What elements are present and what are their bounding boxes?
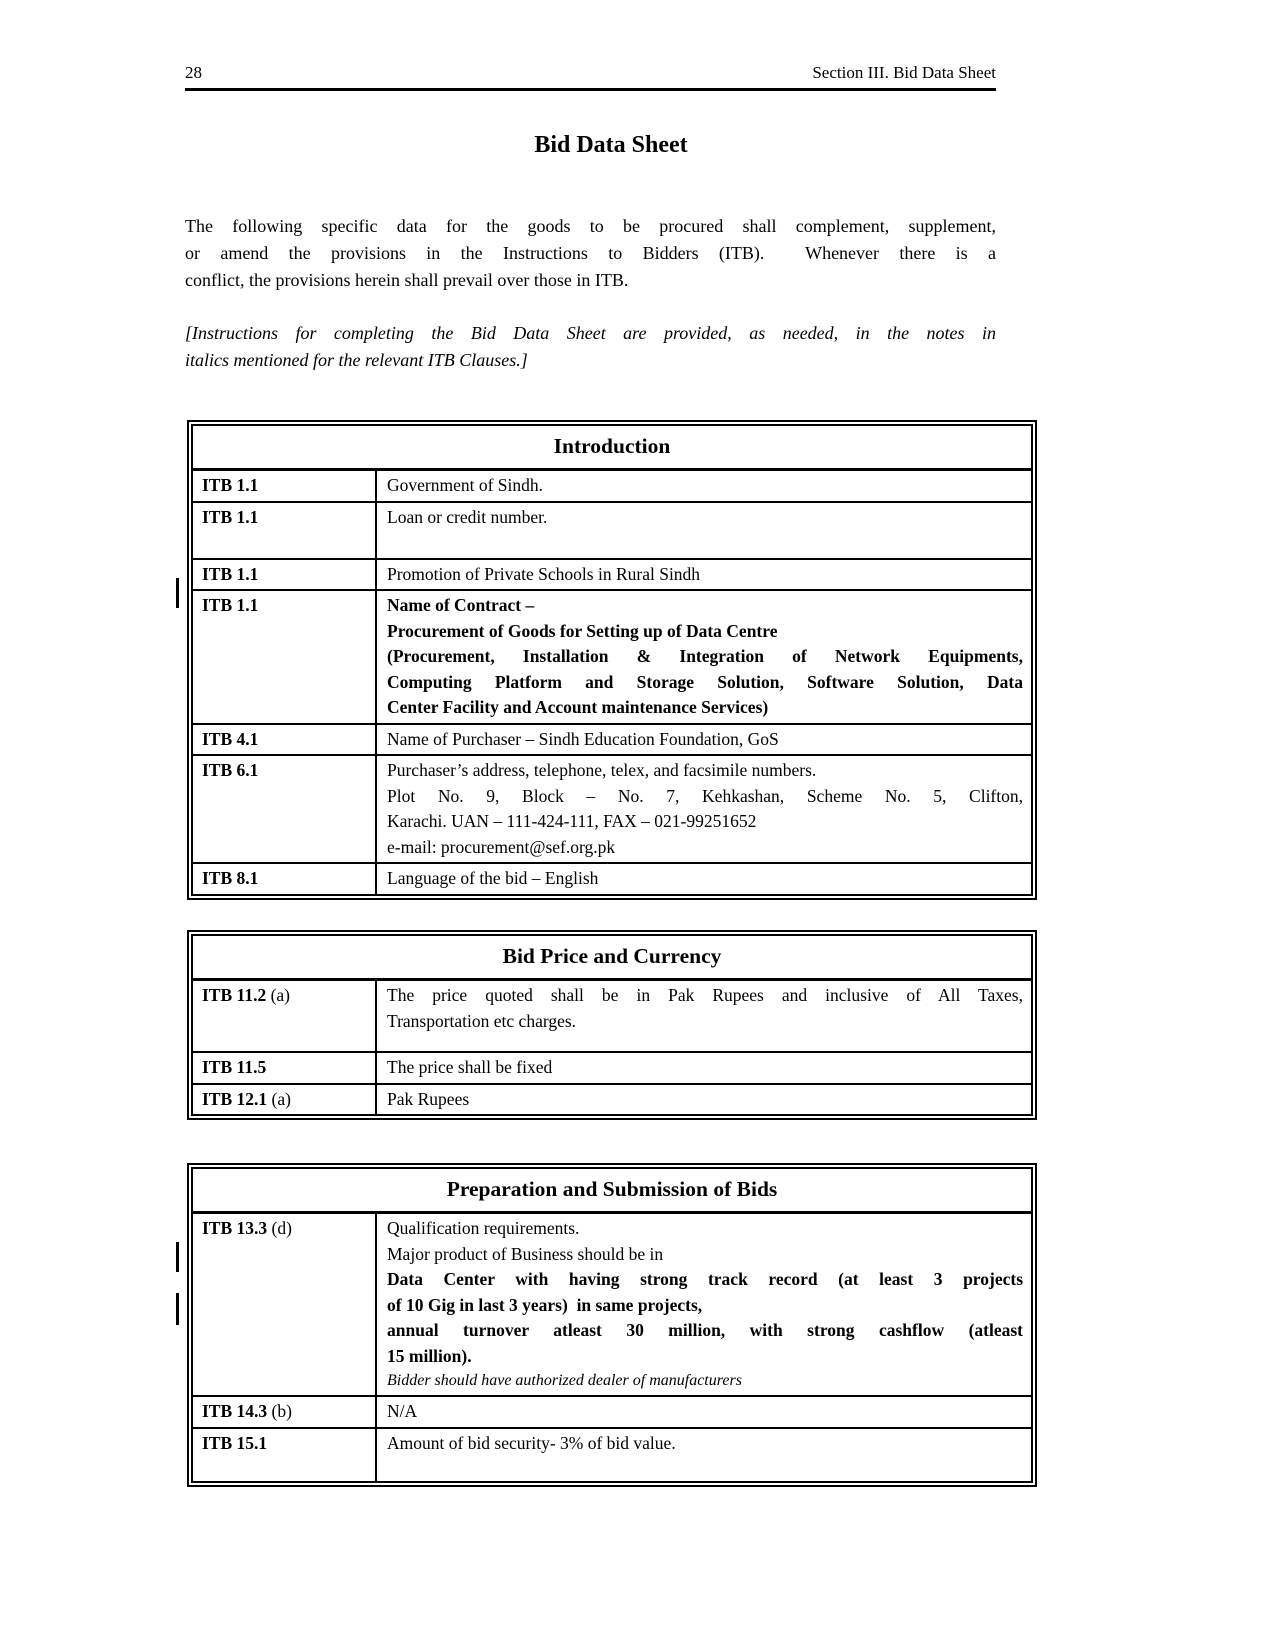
text-line: N/A: [387, 1401, 418, 1421]
table-title: Introduction: [193, 426, 1031, 471]
text-line: Plot No. 9, Block – No. 7, Kehkashan, Scheme No. 5, Clifton,: [387, 785, 1023, 806]
header-rule: [185, 88, 996, 91]
revision-change-bar: [176, 578, 179, 608]
text-line: The price quoted shall be in Pak Rupees and inclusive of All Taxes,: [387, 985, 1023, 1005]
text-line: of 10 Gig in last 3 years) in same projects,: [387, 1294, 703, 1315]
revision-change-bar: [176, 1293, 179, 1325]
itb-clause-ref: ITB 14.3 (b): [193, 1397, 377, 1427]
table-row: [193, 471, 1031, 503]
text-line: Bidder should have authorized dealer of manufacturers: [387, 1372, 742, 1389]
text-line: Promotion of Private Schools in Rural Sindh: [387, 563, 701, 584]
page-number: 28: [185, 63, 202, 82]
itb-clause-value: [377, 503, 1031, 558]
text-line: Procurement of Goods for Setting up of Data Centre: [387, 620, 778, 641]
itb-clause-value: [377, 725, 1031, 755]
itb-clause-ref: ITB 15.1: [193, 1429, 377, 1481]
itb-clause-value: [377, 1214, 1031, 1395]
text-line: Loan or credit number.: [387, 506, 548, 527]
text-line: Karachi. UAN – 111-424-111, FAX – 021-99251652: [387, 811, 757, 831]
table-row: [193, 1397, 1031, 1429]
revision-change-bar: [176, 1242, 179, 1272]
itb-clause-value: [377, 1429, 1031, 1481]
table-title: Bid Price and Currency: [193, 936, 1031, 981]
preparation-table: [187, 1163, 1037, 1487]
itb-clause-value: [377, 1053, 1031, 1083]
text-line: italics mentioned for the relevant ITB Clauses.]: [185, 350, 528, 370]
text-line: Purchaser’s address, telephone, telex, and facsimile numbers.: [387, 760, 817, 780]
text-line: Name of Contract –: [387, 595, 535, 615]
table-row: [193, 1085, 1031, 1115]
text-line: Language of the bid – English: [387, 868, 599, 888]
itb-clause-value: [377, 591, 1031, 723]
instructions-note-paragraph: [185, 320, 996, 374]
itb-clause-ref: ITB 11.2 (a): [193, 981, 377, 1051]
itb-clause-ref: ITB 4.1: [193, 725, 377, 755]
text-line: [Instructions for completing the Bid Data Sheet are provided, as needed, in the notes in: [185, 323, 996, 343]
itb-clause-value: [377, 981, 1031, 1051]
text-line: annual turnover atleast 30 million, with strong cashflow (atleast: [387, 1320, 1023, 1340]
itb-clause-ref: ITB 13.3 (d): [193, 1214, 377, 1395]
table-row: [193, 725, 1031, 757]
itb-clause-value: [377, 560, 1031, 590]
text-line: Pak Rupees: [387, 1088, 470, 1109]
itb-clause-ref: ITB 1.1: [193, 591, 377, 723]
intro-paragraph: [185, 213, 996, 294]
text-line: 15 million).: [387, 1345, 472, 1366]
document-title: Bid Data Sheet: [534, 132, 688, 158]
text-line: Name of Purchaser – Sindh Education Foundation, GoS: [387, 728, 779, 749]
table-title: Preparation and Submission of Bids: [193, 1169, 1031, 1214]
itb-clause-ref: ITB 6.1: [193, 756, 377, 862]
table-row: [193, 503, 1031, 560]
text-line: e-mail: procurement@sef.org.pk: [387, 836, 616, 857]
itb-clause-ref: ITB 8.1: [193, 864, 377, 894]
page-running-header: [185, 62, 996, 83]
table-row: [193, 756, 1031, 864]
text-line: Amount of bid security- 3% of bid value.: [387, 1432, 676, 1453]
text-line: Computing Platform and Storage Solution, Software Solution, Data: [387, 671, 1023, 692]
table-row: [193, 591, 1031, 725]
itb-clause-value: [377, 471, 1031, 501]
itb-clause-ref: ITB 1.1: [193, 503, 377, 558]
table-row: [193, 981, 1031, 1053]
table-body: [193, 1214, 1031, 1481]
table-row: [193, 560, 1031, 592]
itb-clause-value: [377, 756, 1031, 862]
bid-price-table: [187, 930, 1037, 1120]
text-line: or amend the provisions in the Instructions to Bidders (ITB). Whenever there is a: [185, 243, 996, 263]
running-header-section: Section III. Bid Data Sheet: [812, 63, 996, 82]
itb-clause-ref: ITB 1.1: [193, 560, 377, 590]
text-line: Qualification requirements.: [387, 1218, 580, 1238]
table-row: [193, 1429, 1031, 1481]
table-body: [193, 471, 1031, 894]
text-line: The following specific data for the goods to be procured shall complement, supplement,: [185, 216, 996, 236]
text-line: Transportation etc charges.: [387, 1010, 577, 1031]
text-line: Data Center with having strong track record (at least 3 projects: [387, 1269, 1023, 1289]
text-line: Center Facility and Account maintenance Services): [387, 697, 769, 717]
text-line: (Procurement, Installation & Integration of Network Equipments,: [387, 646, 1023, 666]
table-row: [193, 1214, 1031, 1397]
itb-clause-value: [377, 1085, 1031, 1115]
text-line: conflict, the provisions herein shall prevail over those in ITB.: [185, 270, 629, 290]
introduction-table: [187, 420, 1037, 900]
itb-clause-ref: ITB 1.1: [193, 471, 377, 501]
table-row: [193, 1053, 1031, 1085]
itb-clause-value: [377, 864, 1031, 894]
text-line: Major product of Business should be in: [387, 1243, 664, 1264]
table-body: [193, 981, 1031, 1114]
text-line: Government of Sindh.: [387, 475, 544, 495]
text-line: The price shall be fixed: [387, 1057, 553, 1077]
itb-clause-ref: ITB 11.5: [193, 1053, 377, 1083]
itb-clause-ref: ITB 12.1 (a): [193, 1085, 377, 1115]
table-row: [193, 864, 1031, 894]
itb-clause-value: [377, 1397, 1031, 1427]
